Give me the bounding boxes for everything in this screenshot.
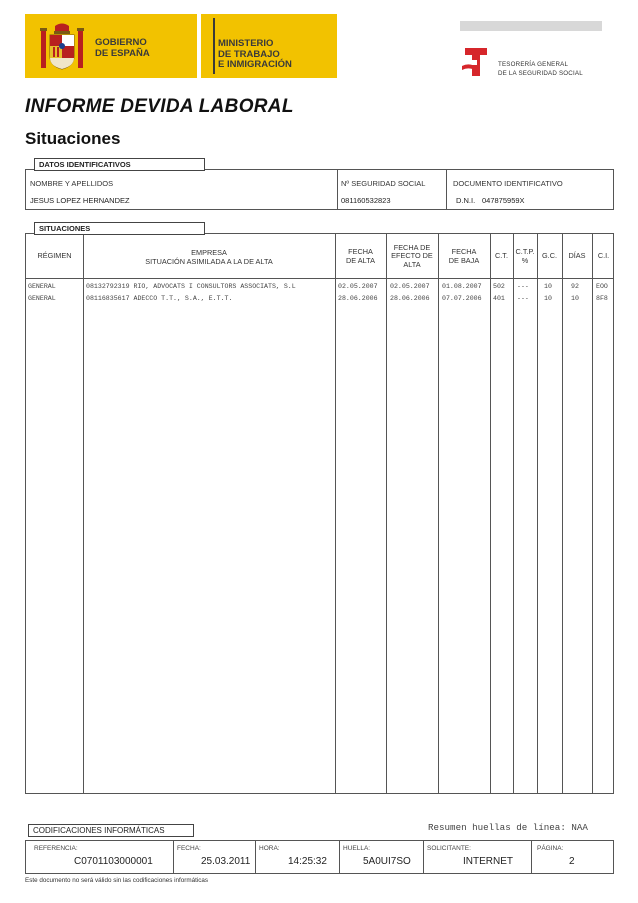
header-fecha-alta: FECHA DE ALTA [346,247,375,265]
header-fecha-baja: FECHA DE BAJA [448,247,480,265]
document-title: INFORME DEVIDA LABORAL [25,96,294,117]
footer-divider [339,841,340,873]
codificaciones-section-label: CODIFICACIONES INFORMÁTICAS [28,824,194,837]
table-row [26,295,613,307]
codificaciones-box [25,840,614,874]
cell-gc: 10 [544,295,552,302]
coat-of-arms-icon [39,22,85,72]
col-divider [490,234,491,793]
cell-fecha-baja: 07.07.2006 [442,295,482,302]
header-ctp: C.T.P. % [515,247,535,265]
doc-type: D.N.I. [456,196,476,205]
cell-fecha-alta: 02.05.2007 [338,283,378,290]
validity-note: Este documento no será válido sin las codificaciones informáticas [25,877,209,884]
cell-ci: EOO [596,283,608,290]
header-empresa: EMPRESA SITUACIÓN ASIMILADA A LA DE ALTA [145,248,273,266]
solicitante-label: SOLICITANTE: [427,845,471,852]
cell-ctp: --- [517,295,529,302]
nombre-value: JESUS LOPEZ HERNANDEZ [30,196,130,205]
referencia-value: C0701103000001 [74,856,153,867]
hora-label: HORA: [259,845,280,852]
header-grey-bar [460,21,602,31]
doc-label: DOCUMENTO IDENTIFICATIVO [453,179,563,188]
datos-section-label: DATOS IDENTIFICATIVOS [34,158,205,171]
solicitante-value: INTERNET [463,856,513,867]
referencia-label: REFERENCIA: [34,845,78,852]
cell-dias: 92 [571,283,579,290]
nss-label: Nº SEGURIDAD SOCIAL [341,179,426,188]
header-gc: G.C. [542,251,557,261]
tgss-text: TESORERÍA GENERAL DE LA SEGURIDAD SOCIAL [498,61,583,77]
table-header-row [26,234,613,279]
cell-fecha-efecto: 28.06.2006 [390,295,430,302]
cell-fecha-baja: 01.08.2007 [442,283,482,290]
cell-regimen: GENERAL [28,283,56,290]
cell-fecha-alta: 28.06.2006 [338,295,378,302]
nombre-label: NOMBRE Y APELLIDOS [30,179,114,188]
cell-dias: 10 [571,295,579,302]
tgss-logo-icon [462,46,490,78]
footer-divider [255,841,256,873]
ministerio-text: MINISTERIO DE TRABAJO E INMIGRACIÓN [218,38,292,70]
huella-value: 5A0UI7SO [363,856,411,867]
col-divider [562,234,563,793]
cell-ctp: --- [517,283,529,290]
datos-divider-2 [446,170,447,209]
table-row [26,283,613,295]
col-divider [335,234,336,793]
cell-gc: 10 [544,283,552,290]
hora-value: 14:25:32 [288,856,327,867]
cell-empresa: 08116835617 ADECCO T.T., S.A., E.T.T. [86,295,233,302]
datos-identificativos-box [25,169,614,210]
situaciones-section-label: SITUACIONES [34,222,205,235]
nss-value: 081160532823 [341,196,391,205]
cell-ci: 8F8 [596,295,608,302]
fecha-value: 25.03.2011 [201,856,251,867]
gobierno-text: GOBIERNO DE ESPAÑA [95,37,150,59]
ministerio-divider [213,18,215,74]
footer-divider [531,841,532,873]
cell-empresa: 08132792319 RIO, ADVOCATS I CONSULTORS ASSOCIATS, S.L [86,283,296,290]
col-divider [513,234,514,793]
huella-label: HUELLA: [343,845,371,852]
cell-ct: 502 [493,283,505,290]
resumen-huellas: Resumen huellas de línea: NAA [428,822,588,833]
header-dias: DÍAS [568,251,586,261]
pagina-value: 2 [569,856,575,867]
ministerio-logo [201,14,337,78]
col-divider [83,234,84,793]
footer-divider [423,841,424,873]
doc-value: 047875959X [482,196,525,205]
fecha-label: FECHA: [177,845,201,852]
cell-ct: 401 [493,295,505,302]
gobierno-logo [25,14,197,78]
situaciones-table [25,233,614,794]
cell-regimen: GENERAL [28,295,56,302]
col-divider [438,234,439,793]
datos-divider-1 [337,170,338,209]
header-regimen: RÉGIMEN [37,251,72,261]
col-divider [592,234,593,793]
pagina-label: PÁGINA: [537,845,564,852]
col-divider [537,234,538,793]
footer-divider [173,841,174,873]
cell-fecha-efecto: 02.05.2007 [390,283,430,290]
document-subtitle: Situaciones [25,129,121,148]
col-divider [386,234,387,793]
header-fecha-efecto: FECHA DE EFECTO DE ALTA [391,242,433,269]
header-ci: C.I. [597,251,610,261]
header-ct: C.T. [495,251,508,261]
